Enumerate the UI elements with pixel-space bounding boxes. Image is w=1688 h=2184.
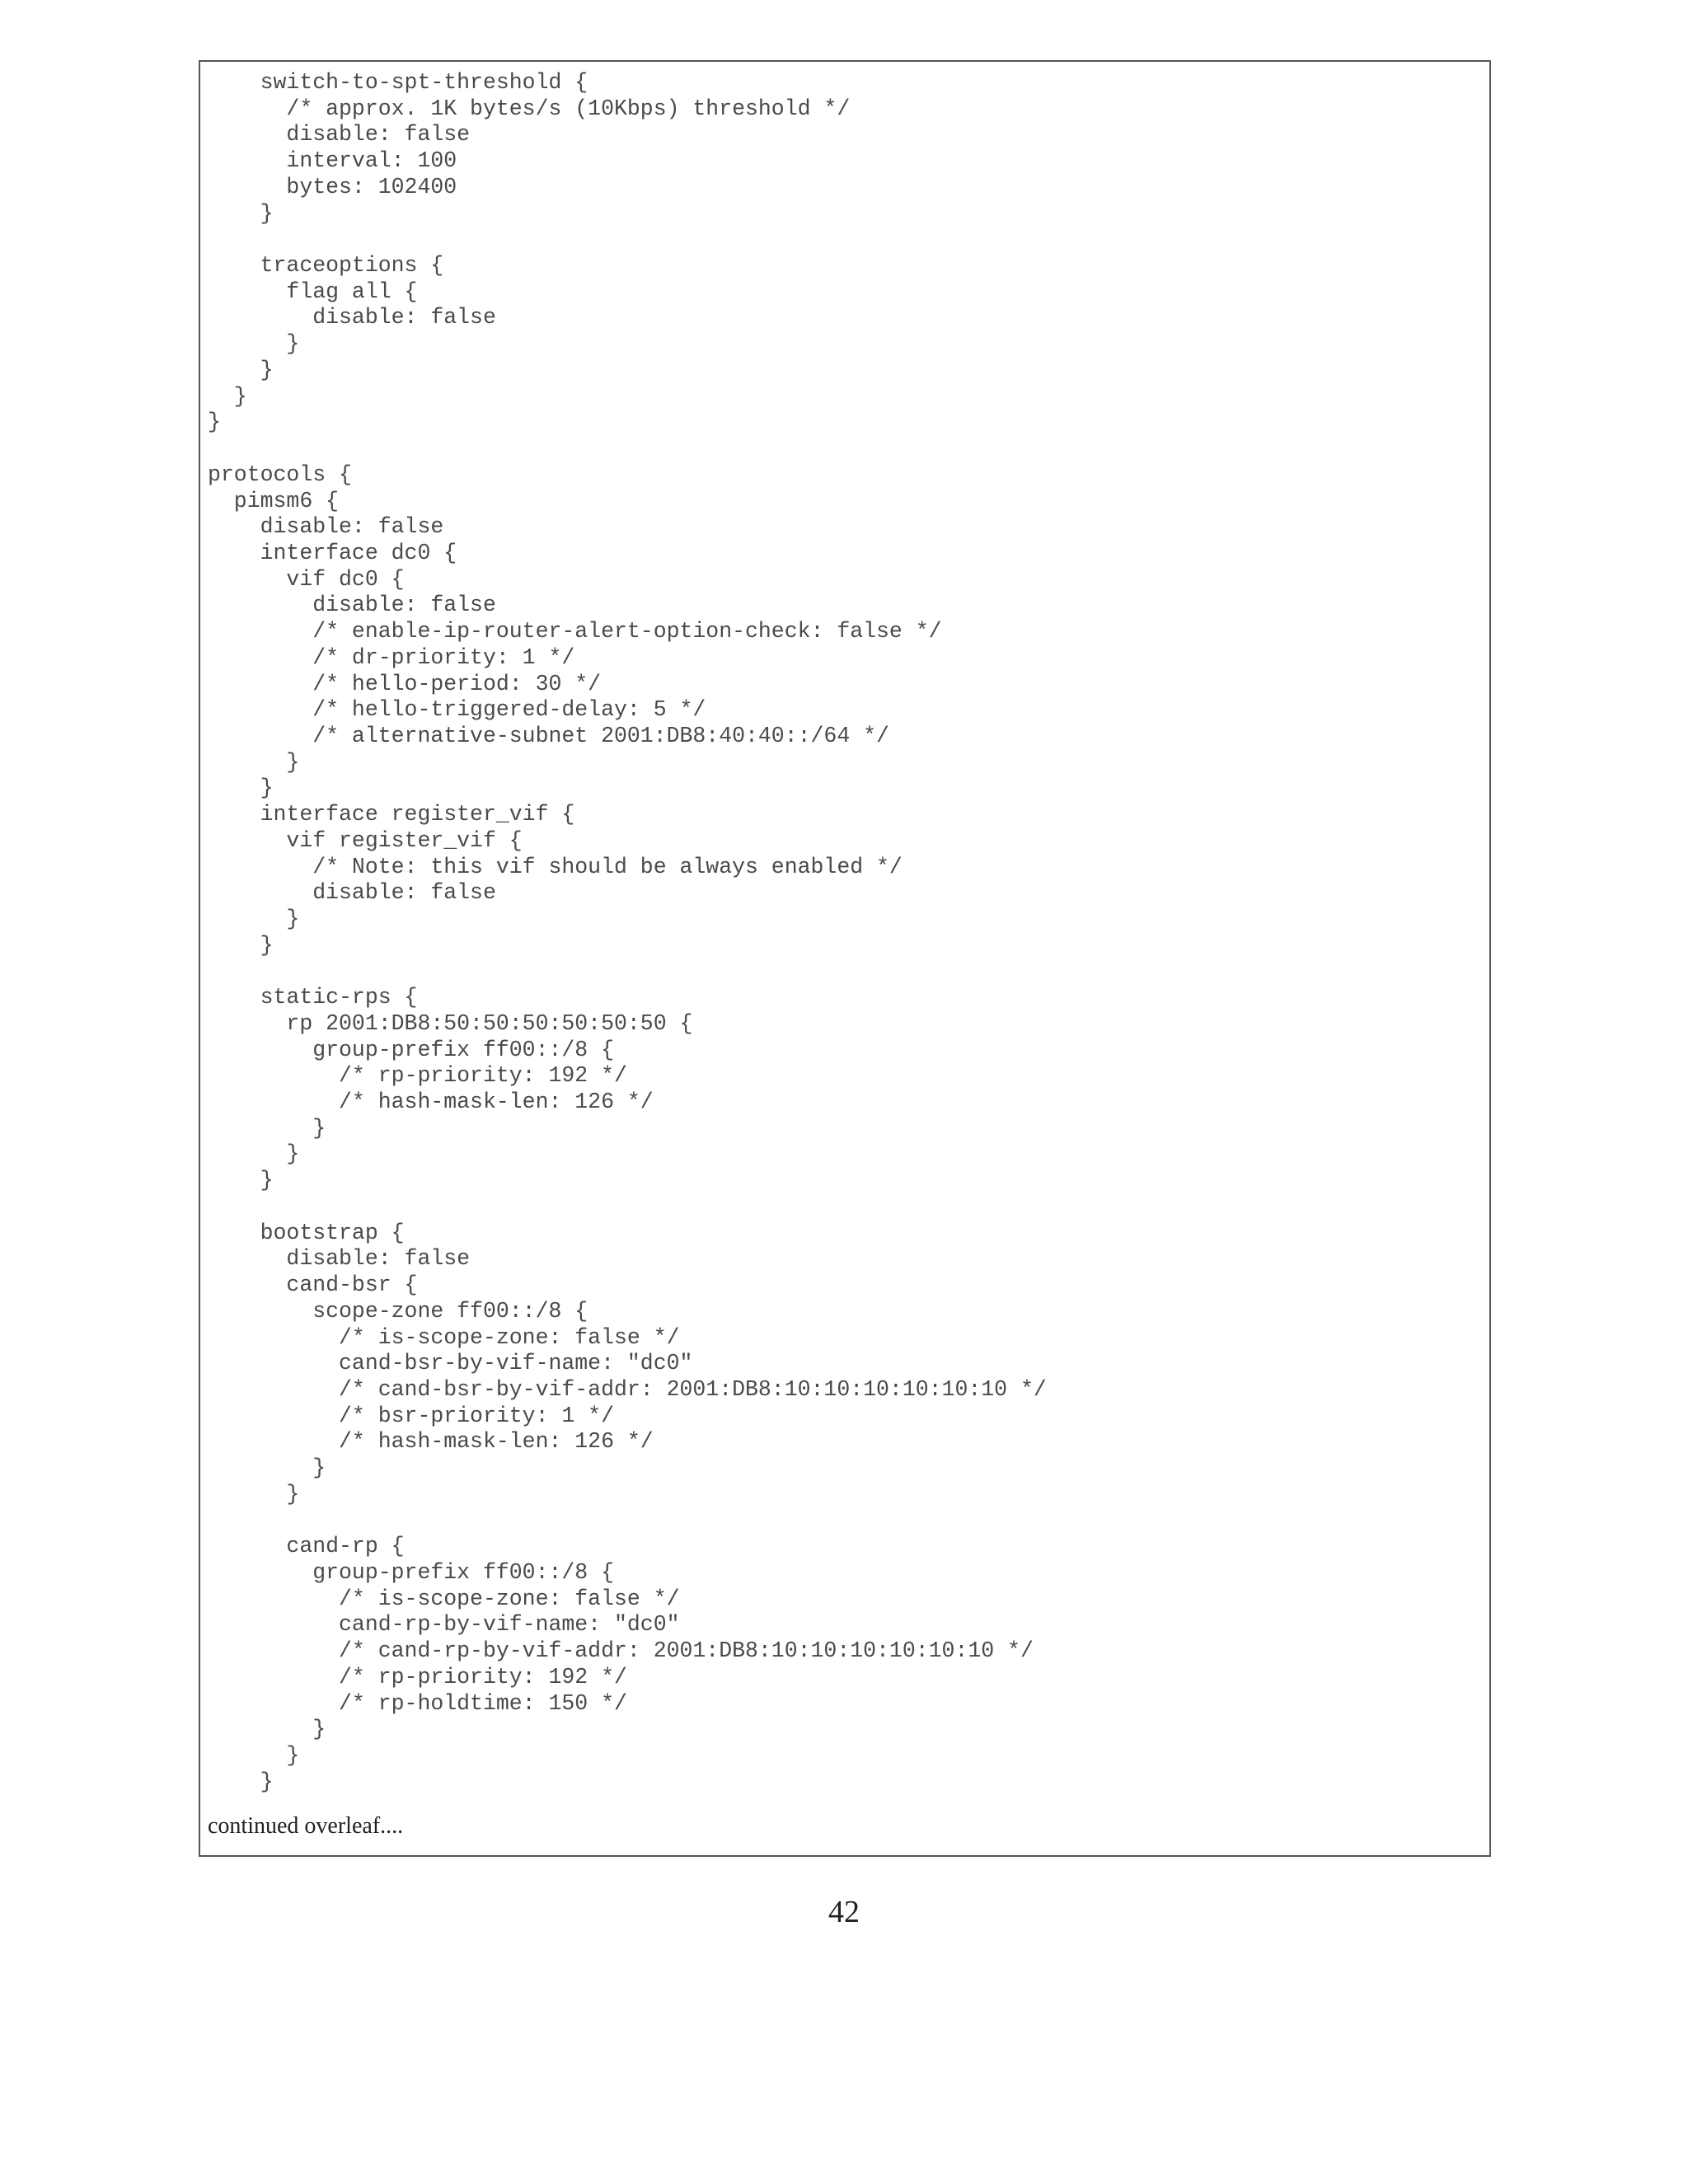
code-line: } bbox=[208, 776, 274, 801]
code-line: pimsm6 { bbox=[208, 488, 340, 513]
code-line: /* hello-period: 30 */ bbox=[208, 671, 602, 696]
code-line: /* alternative-subnet 2001:DB8:40:40::/64 */ bbox=[208, 723, 889, 748]
code-line: cand-bsr { bbox=[208, 1272, 418, 1298]
code-line: disable: false bbox=[208, 1246, 471, 1272]
code-listing-box bbox=[199, 60, 1491, 1857]
code-line: disable: false bbox=[208, 122, 471, 148]
code-line: } bbox=[208, 932, 274, 958]
code-line bbox=[208, 436, 1047, 462]
code-line: } bbox=[208, 410, 221, 435]
code-line: vif dc0 { bbox=[208, 566, 405, 592]
code-line: /* hash-mask-len: 126 */ bbox=[208, 1429, 654, 1455]
code-line: cand-rp-by-vif-name: "dc0" bbox=[208, 1612, 680, 1638]
code-line: /* Note: this vif should be always enabled */ bbox=[208, 854, 903, 879]
continued-note: continued overleaf.... bbox=[208, 1813, 404, 1839]
page-number: 42 bbox=[828, 1895, 860, 1929]
code-line: /* cand-bsr-by-vif-addr: 2001:DB8:10:10:10:10:10:10 */ bbox=[208, 1376, 1047, 1402]
code-line: static-rps { bbox=[208, 985, 418, 1010]
code-line: } bbox=[208, 1168, 274, 1193]
code-line: /* is-scope-zone: false */ bbox=[208, 1324, 680, 1350]
code-line: vif register_vif { bbox=[208, 827, 523, 853]
code-line: interface register_vif { bbox=[208, 802, 575, 827]
code-line: /* is-scope-zone: false */ bbox=[208, 1586, 680, 1611]
code-line: interface dc0 { bbox=[208, 540, 457, 565]
code-line: /* hash-mask-len: 126 */ bbox=[208, 1090, 654, 1115]
code-line bbox=[208, 958, 1047, 985]
code-line: } bbox=[208, 907, 300, 931]
code-line: scope-zone ff00::/8 { bbox=[208, 1298, 588, 1324]
code-line: } bbox=[208, 749, 300, 775]
code-line: } bbox=[208, 200, 274, 226]
code-line: } bbox=[208, 331, 300, 357]
code-line: group-prefix ff00::/8 { bbox=[208, 1559, 614, 1585]
code-line: /* hello-triggered-delay: 5 */ bbox=[208, 697, 706, 723]
code-line: disable: false bbox=[208, 514, 444, 540]
code-line: /* rp-holdtime: 150 */ bbox=[208, 1690, 627, 1716]
code-line: } bbox=[208, 383, 247, 409]
code-line: protocols { bbox=[208, 462, 352, 487]
code-line: disable: false bbox=[208, 593, 496, 618]
code-line bbox=[208, 1194, 1047, 1221]
code-line: cand-bsr-by-vif-name: "dc0" bbox=[208, 1351, 693, 1376]
code-line bbox=[208, 1508, 1047, 1535]
code-line: } bbox=[208, 1455, 326, 1481]
code-line: /* dr-priority: 1 */ bbox=[208, 644, 575, 670]
code-line: } bbox=[208, 1481, 300, 1507]
code-line: } bbox=[208, 1717, 326, 1742]
code-line: } bbox=[208, 357, 274, 382]
code-line: /* approx. 1K bytes/s (10Kbps) threshold */ bbox=[208, 96, 851, 121]
code-line: switch-to-spt-threshold { bbox=[208, 70, 588, 95]
code-line: /* enable-ip-router-alert-option-check: false */ bbox=[208, 619, 942, 644]
code-line: } bbox=[208, 1743, 300, 1768]
code-line: } bbox=[208, 1141, 300, 1167]
code-line: cand-rp { bbox=[208, 1534, 405, 1559]
code-line: } bbox=[208, 1115, 326, 1141]
code-line: disable: false bbox=[208, 880, 496, 906]
code-line: /* rp-priority: 192 */ bbox=[208, 1063, 627, 1089]
code-line: bootstrap { bbox=[208, 1220, 405, 1245]
code-line: } bbox=[208, 1769, 274, 1794]
code-line: interval: 100 bbox=[208, 148, 457, 174]
code-line: /* cand-rp-by-vif-addr: 2001:DB8:10:10:10:10:10:10 */ bbox=[208, 1638, 1034, 1664]
code-line: bytes: 102400 bbox=[208, 174, 457, 199]
code-line: rp 2001:DB8:50:50:50:50:50:50 { bbox=[208, 1010, 693, 1036]
code-line: group-prefix ff00::/8 { bbox=[208, 1037, 614, 1062]
code-line: /* bsr-priority: 1 */ bbox=[208, 1403, 614, 1428]
code-listing bbox=[208, 70, 1047, 1795]
code-line: /* rp-priority: 192 */ bbox=[208, 1664, 627, 1690]
code-line: traceoptions { bbox=[208, 253, 444, 279]
code-line bbox=[208, 227, 1047, 253]
code-line: disable: false bbox=[208, 305, 496, 330]
code-line: flag all { bbox=[208, 279, 418, 304]
